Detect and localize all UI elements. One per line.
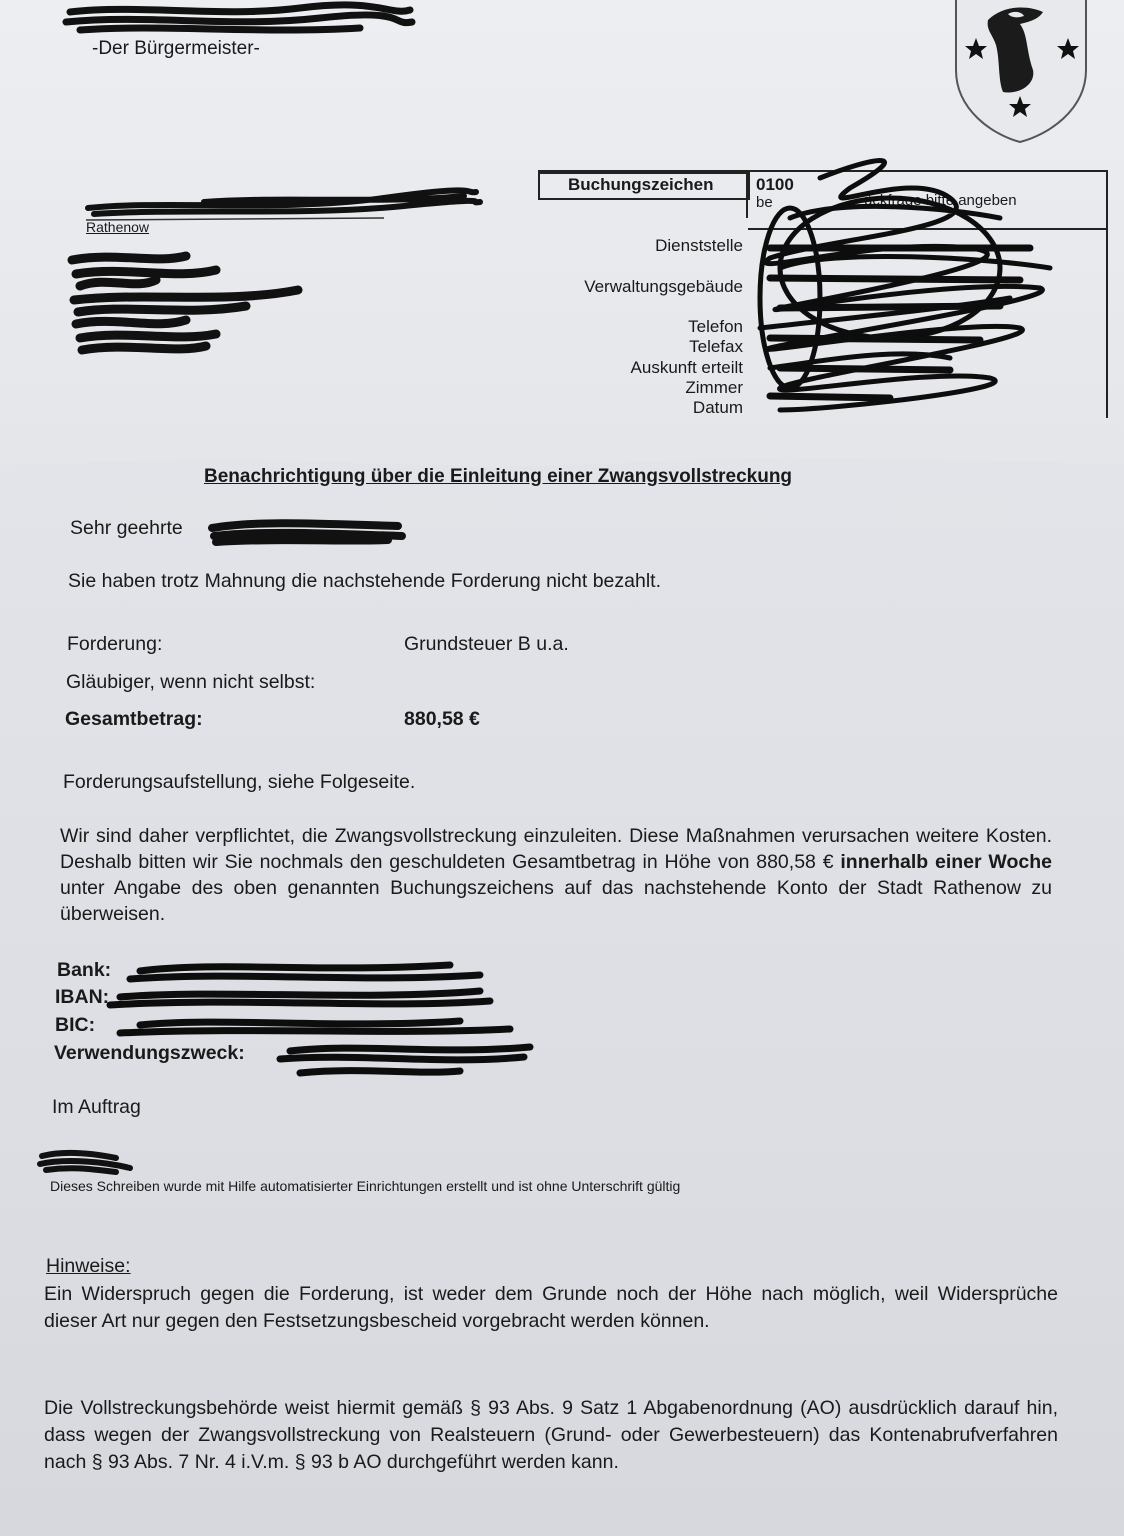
- bank-label: Bank:: [57, 959, 112, 981]
- divider: [746, 170, 748, 218]
- listing-note: Forderungsaufstellung, siehe Folgeseite.: [63, 771, 416, 793]
- redaction-scribble: [208, 514, 408, 548]
- redaction-scribble: [66, 250, 316, 360]
- note-objection: Ein Widerspruch gegen die Forderung, ist weder dem Grunde noch der Höhe nach möglich, weil Widersprüche dieser Art nur gegen den Festsetzungsbescheid vorgebracht werden können.: [44, 1283, 1058, 1332]
- payment-text-a: Wir sind daher verpflichtet, die Zwangsvollstreckung einzuleiten. Diese Maßnahmen verursachen weitere Kosten. Deshalb bitten wir Sie nochmals den geschuldeten Gesamtbetrag in Höhe von 880,58 €: [60, 825, 1052, 873]
- letter-title: Benachrichtigung über die Einleitung einer Zwangsvollstreckung: [204, 466, 793, 487]
- sender-city: Rathenow: [86, 219, 150, 235]
- salutation: Sehr geehrte: [70, 517, 183, 539]
- field-label-telefax: Telefax: [689, 337, 743, 356]
- booking-note-start: be: [756, 194, 773, 211]
- bic-label: BIC:: [55, 1014, 96, 1036]
- field-label-datum: Datum: [692, 398, 743, 417]
- auto-generated-note: Dieses Schreiben wurde mit Hilfe automatisierter Einrichtungen erstellt und ist ohne Unterschrift gültig: [50, 1178, 681, 1194]
- note-account-query: Die Vollstreckungsbehörde weist hiermit gemäß § 93 Abs. 9 Satz 1 Abgabenordnung (AO) ausdrücklich darauf hin, dass wegen der Zwangsvollstreckung von Realsteuern (Grund- oder Gewerbesteuern) das Kontenabrufverfahren nach § 93 Abs. 7 Nr. 4 i.V.m. § 93 b AO durchgeführt werden kann.: [44, 1397, 1058, 1473]
- booking-label: Buchungszeichen: [568, 175, 714, 194]
- total-label: Gesamtbetrag:: [65, 708, 203, 730]
- iban-label: IBAN:: [55, 986, 110, 1008]
- field-label-verwaltungsgebaeude: Verwaltungsgebäude: [584, 277, 743, 296]
- notes-heading: Hinweise:: [46, 1255, 131, 1277]
- eagle-coat-of-arms-icon: [948, 0, 1098, 145]
- claim-label: Forderung:: [67, 633, 163, 655]
- booking-value: 0100: [756, 175, 794, 194]
- purpose-label: Verwendungszweck:: [54, 1042, 245, 1064]
- redaction-scribble: [84, 186, 484, 222]
- claim-value: Grundsteuer B u.a.: [404, 633, 569, 655]
- field-label-auskunft: Auskunft erteilt: [630, 358, 743, 377]
- redaction-scribble: [100, 955, 540, 1085]
- payment-paragraph: [60, 823, 1052, 927]
- payment-text-b: unter Angabe des oben genannten Buchungszeichens auf das nachstehende Konto der Stadt Rathenow zu überweisen.: [60, 877, 1052, 925]
- field-label-dienststelle: Dienststelle: [655, 236, 743, 255]
- mayor-label: -Der Bürgermeister-: [92, 38, 260, 59]
- total-value: 880,58 €: [404, 708, 480, 730]
- field-label-zimmer: Zimmer: [685, 378, 743, 397]
- payment-deadline: innerhalb einer Woche: [840, 851, 1052, 873]
- redaction-scribble: [36, 1144, 136, 1176]
- on-behalf-label: Im Auftrag: [52, 1096, 141, 1118]
- redaction-scribble: [60, 0, 420, 40]
- booking-note: ückfrage bitte angeben: [864, 192, 1017, 209]
- intro-text: Sie haben trotz Mahnung die nachstehende Forderung nicht bezahlt.: [68, 570, 661, 592]
- redaction-scribble: [750, 148, 1060, 420]
- field-label-telefon: Telefon: [688, 317, 743, 336]
- creditor-label: Gläubiger, wenn nicht selbst:: [66, 671, 316, 693]
